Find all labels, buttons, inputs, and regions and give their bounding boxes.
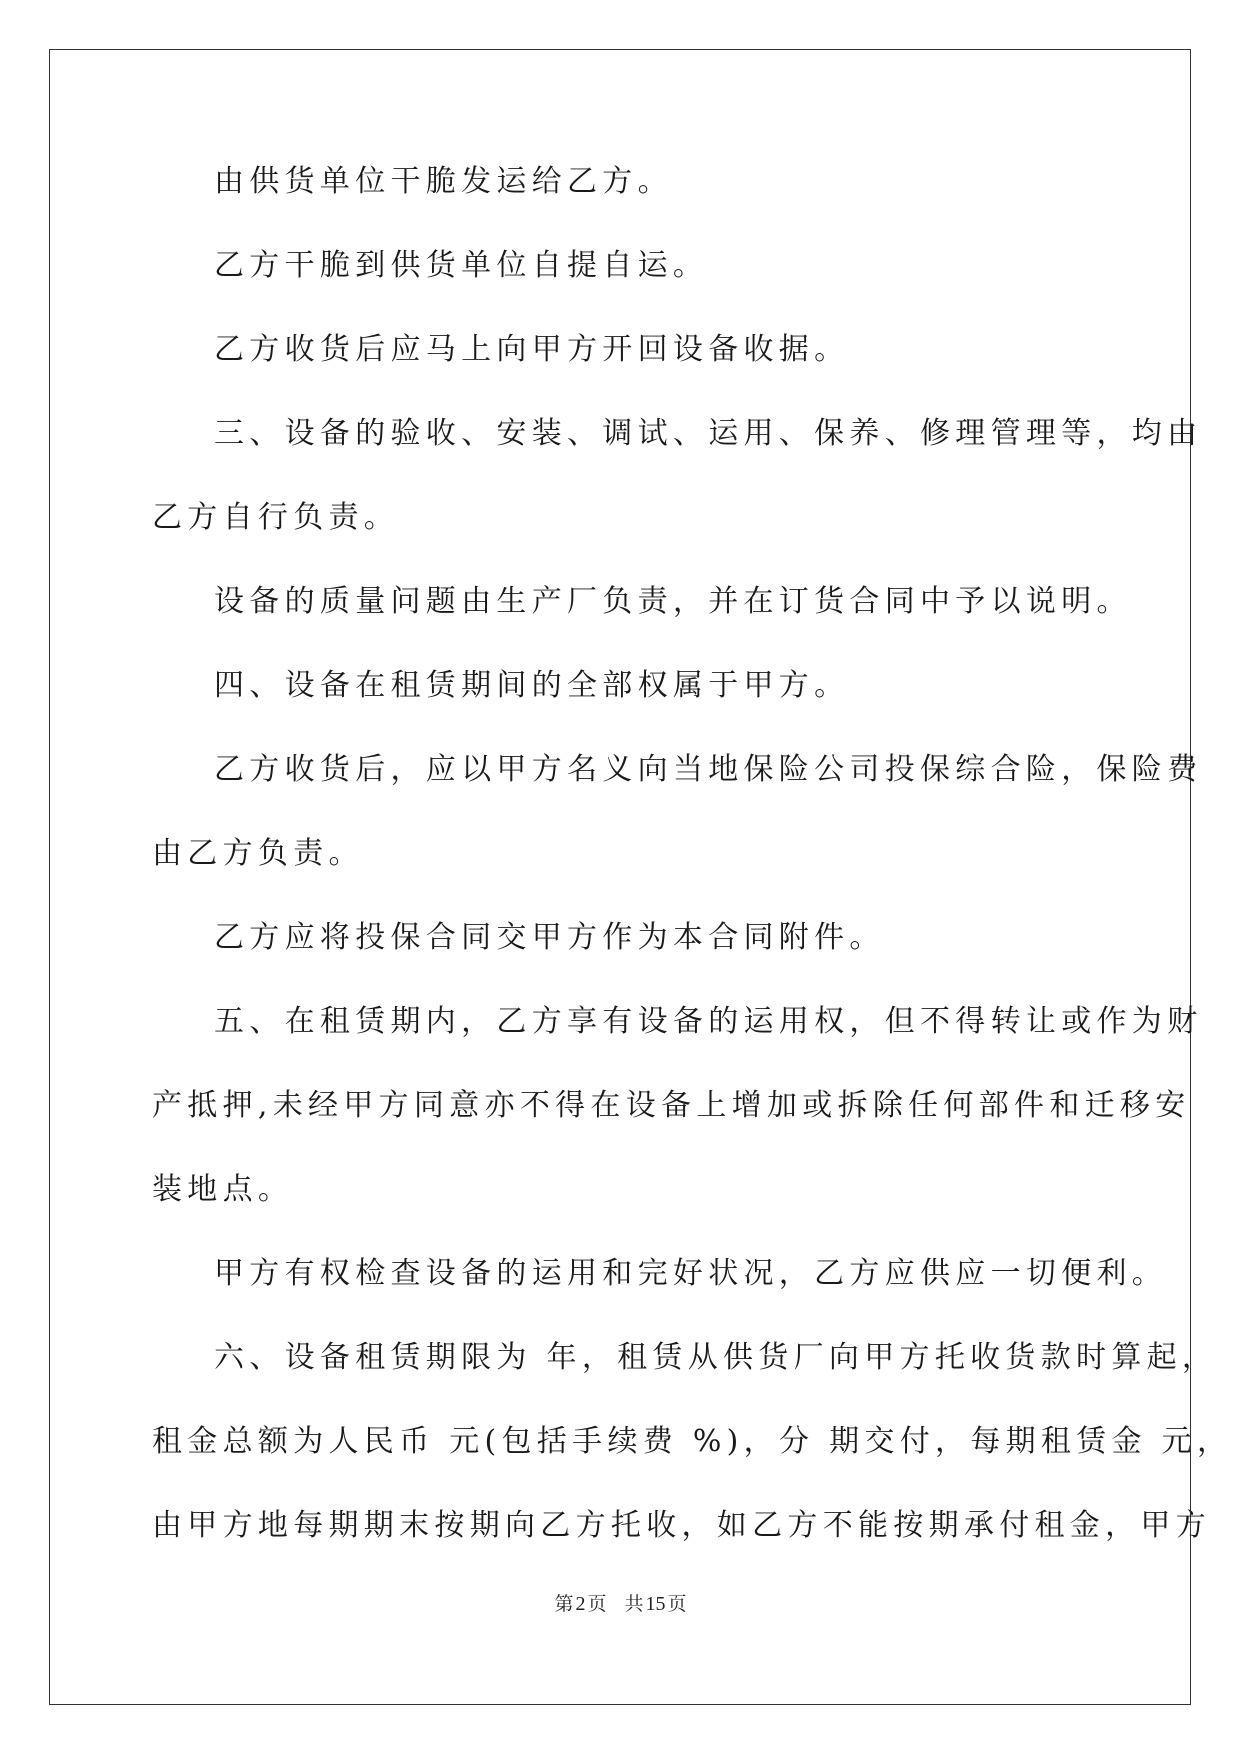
- text-line: 乙方收货后应马上向甲方开回设备收据。: [214, 332, 850, 367]
- text-line: 乙方应将投保合同交甲方作为本合同附件。: [214, 920, 885, 955]
- text-line: 乙方自行负责。: [152, 500, 400, 535]
- text-line: 六、设备租赁期限为 年，租赁从供货厂向甲方托收货款时算起，: [214, 1340, 1218, 1375]
- text-line: 乙方干脆到供货单位自提自运。: [214, 248, 709, 283]
- text-line: 甲方有权检查设备的运用和完好状况，乙方应供应一切便利。: [214, 1256, 1168, 1291]
- text-line: 由乙方负责。: [152, 836, 364, 871]
- text-line: 由甲方地每期期末按期向乙方托收，如乙方不能按期承付租金，甲方: [152, 1508, 1211, 1543]
- page-footer: [0, 1592, 1241, 1617]
- text-line: 乙方收货后，应以甲方名义向当地保险公司投保综合险，保险费: [214, 752, 1203, 787]
- page-number: 2: [575, 1593, 586, 1615]
- text-line: 设备的质量问题由生产厂负责，并在订货合同中予以说明。: [214, 584, 1132, 619]
- text-line: 三、设备的验收、安装、调试、运用、保养、修理管理等，均由: [214, 416, 1203, 451]
- total-suffix: 页: [667, 1594, 687, 1615]
- page-suffix: 页: [587, 1594, 607, 1615]
- text-line: 五、在租赁期内，乙方享有设备的运用权，但不得转让或作为财: [214, 1004, 1203, 1039]
- text-line: 四、设备在租赁期间的全部权属于甲方。: [214, 668, 850, 703]
- total-pages: 15: [645, 1593, 666, 1615]
- page-prefix: 第: [554, 1594, 574, 1615]
- text-line: 由供货单位干脆发运给乙方。: [214, 164, 673, 199]
- text-line: 租金总额为人民币 元(包括手续费 %)，分 期交付，每期租赁金 元，: [152, 1424, 1233, 1459]
- text-line: 产抵押,未经甲方同意亦不得在设备上增加或拆除任何部件和迁移安: [152, 1088, 1191, 1123]
- text-line: 装地点。: [152, 1172, 294, 1207]
- total-prefix: 共: [624, 1594, 644, 1615]
